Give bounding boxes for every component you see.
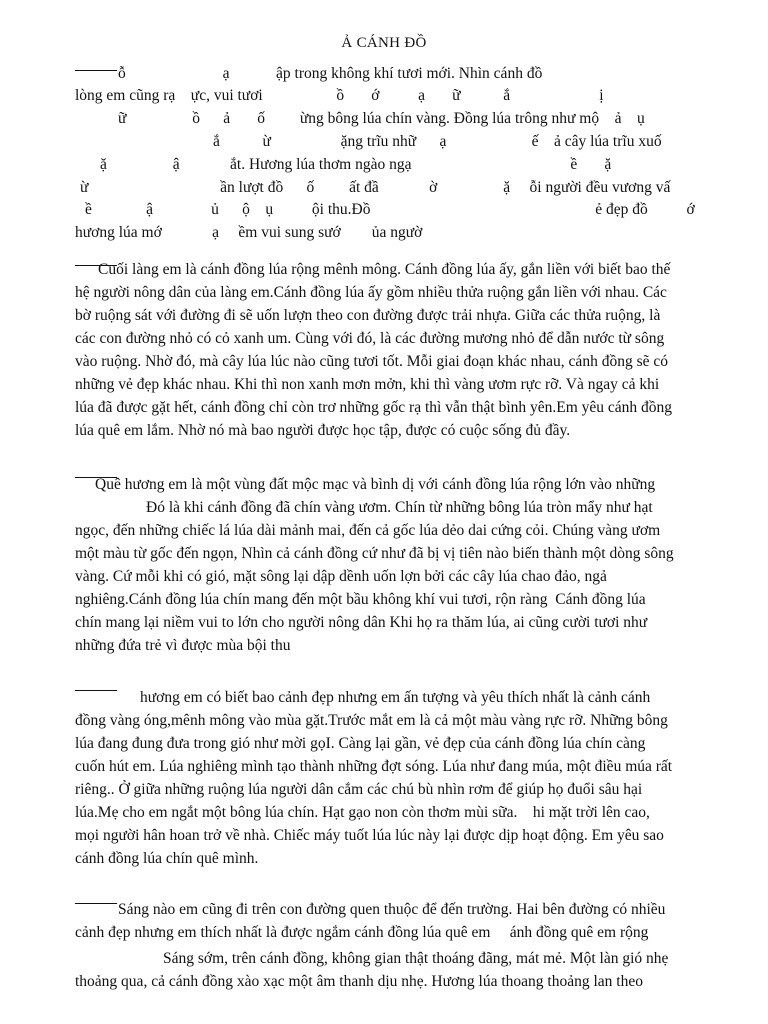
text-line: lòng em cũng rạ ực, vui tươi ồ ớ ạ ữ ắ ị	[75, 87, 604, 104]
text-line: lúa.Mẹ cho em ngắt một bông lúa chín. Hạt gạo non còn thơm mùi sữa. hi mặt trời lên cao,	[75, 804, 650, 821]
paragraph-separator	[75, 903, 117, 904]
text-line: hệ người nông dân của làng em.Cánh đồng lúa ấy gồm nhiều thửa ruộng gắn liền với nhau. Các	[75, 284, 667, 301]
text-line: ừ ần lượt đồ ố ất đầ ờ ặ ỗi người đều vương vấ	[80, 179, 671, 196]
text-line: cuốn hút em. Lúa nghiêng mình tạo thành những đợt sóng. Lúa như đang múa, một điều múa rất	[75, 758, 673, 775]
text-line: cánh đồng lúa chín quê mình.	[75, 850, 259, 867]
text-line: lúa đang đung đưa trong gió như mời gọI. Càng lại gần, vẻ đẹp của cánh đồng lúa chín càng	[75, 735, 646, 752]
text-line: Sáng nào em cũng đi trên con đường quen thuộc để đến trường. Hai bên đường có nhiều	[118, 901, 666, 918]
text-line: Đó là khi cánh đồng đã chín vàng ươm. Chín từ những bông lúa tròn mẩy như hạt	[146, 499, 653, 516]
text-line: ữ ồ ả ố ừng bông lúa chín vàng. Đồng lúa trông như mộ ả ụ	[118, 110, 645, 127]
text-line: lúa đã được gặt hết, cánh đồng chỉ còn trơ những gốc rạ thì vẫn thật bình yên.Em yêu cánh đồng	[75, 399, 673, 416]
text-line: ề ậ ủ ộ ụ ội thu.Đồ ẻ đẹp đồ ớ	[85, 201, 695, 218]
text-line: bờ ruộng sát với đường đi sẽ uốn lượn theo con đường được trải nhựa. Giữa các thửa ruộng, là	[75, 307, 661, 324]
text-line: Quê hương em là một vùng đất mộc mạc và bình dị với cánh đồng lúa rộng lớn vào những	[95, 476, 656, 493]
text-line: hương lúa mớ ạ ềm vui sung sướ ủa ngườ	[75, 224, 423, 241]
text-line: lúa quê em lắm. Nhờ nó mà bao người được học tập, được có cuộc sống đủ đầy.	[75, 422, 571, 439]
text-line: cảnh đẹp nhưng em thích nhất là được ngắm cánh đồng lúa quê em ánh đồng quê em rộng	[75, 924, 649, 941]
text-line: ngọc, đến những chiếc lá lúa dài mảnh mai, đến cả gốc lúa dẻo dai cứng cỏi. Chúng vàng ươm	[75, 522, 661, 539]
text-line: những đứa trẻ vì được mùa bội thu	[75, 637, 291, 654]
text-line: chín mang lại niềm vui to lớn cho người nông dân Khi họ ra thăm lúa, ai cũng cười tươi như	[75, 614, 648, 631]
text-line: thoảng qua, cả cánh đồng xào xạc một âm thanh dịu nhẹ. Hương lúa thoang thoảng lan theo	[75, 973, 643, 990]
paragraph-separator	[75, 690, 117, 691]
text-line: Sáng sớm, trên cánh đồng, không gian thật thoáng đãng, mát mẻ. Một làn gió nhẹ	[163, 950, 669, 967]
text-line: mọi người hân hoan trở về nhà. Chiếc máy tuốt lúa lúc này lại được dịp hoạt động. Em yêu sao	[75, 827, 664, 844]
text-line: ặ ậ ắt. Hương lúa thơm ngào ngạ ề ặ	[100, 156, 612, 173]
text-line: những vẻ đẹp khác nhau. Khi thì non xanh mơn mởn, khi thì vàng ươm rực rỡ. Và ngay cả khi	[75, 376, 660, 393]
paragraph-separator	[75, 70, 117, 71]
document-title: Ả CÁNH ĐỒ	[341, 35, 427, 51]
text-line: các con đường nhỏ có cỏ xanh um. Cùng với đó, là các đường mương nhỏ để dẫn nước từ sông	[75, 330, 665, 347]
text-line: Cuối làng em là cánh đồng lúa rộng mênh mông. Cánh đồng lúa ấy, gắn liền với biết bao thế	[98, 261, 671, 278]
text-line: một màu từ gốc đến ngọn, Nhìn cả cánh đồng cứ như đã bị vị tiên nào biến thành một dòng sông	[75, 545, 674, 562]
text-line: đồng vàng óng,mênh mông vào mùa gặt.Trước mắt em là cả một màu vàng rực rỡ. Những bông	[75, 712, 668, 729]
text-line: vào ruộng. Nhờ đó, mà cây lúa lúc nào cũng tươi tốt. Mỗi giai đoạn khác nhau, cánh đồng sẽ có	[75, 353, 668, 370]
text-line: ỗ ạ ập trong không khí tươi mới. Nhìn cánh đồ	[118, 65, 543, 82]
text-line: nghiêng.Cánh đồng lúa chín mang đến một bầu không khí vui tươi, rộn ràng Cánh đồng lúa	[75, 591, 646, 608]
text-line: vàng. Cứ mỗi khi có gió, mặt sông lại dập dềnh uốn lợn bởi các cây lúa chao đảo, ngả	[75, 568, 607, 585]
text-line: hương em có biết bao cảnh đẹp nhưng em ấn tượng và yêu thích nhất là cảnh cánh	[140, 689, 651, 706]
text-line: riêng.. Ở giữa những ruộng lúa người dân cắm các chú bù nhìn rơm để giúp họ đuổi sâu hại	[75, 781, 643, 798]
text-line: ắ ừ ặng trĩu nhữ ạ ế ả cây lúa trĩu xuố	[213, 133, 662, 150]
